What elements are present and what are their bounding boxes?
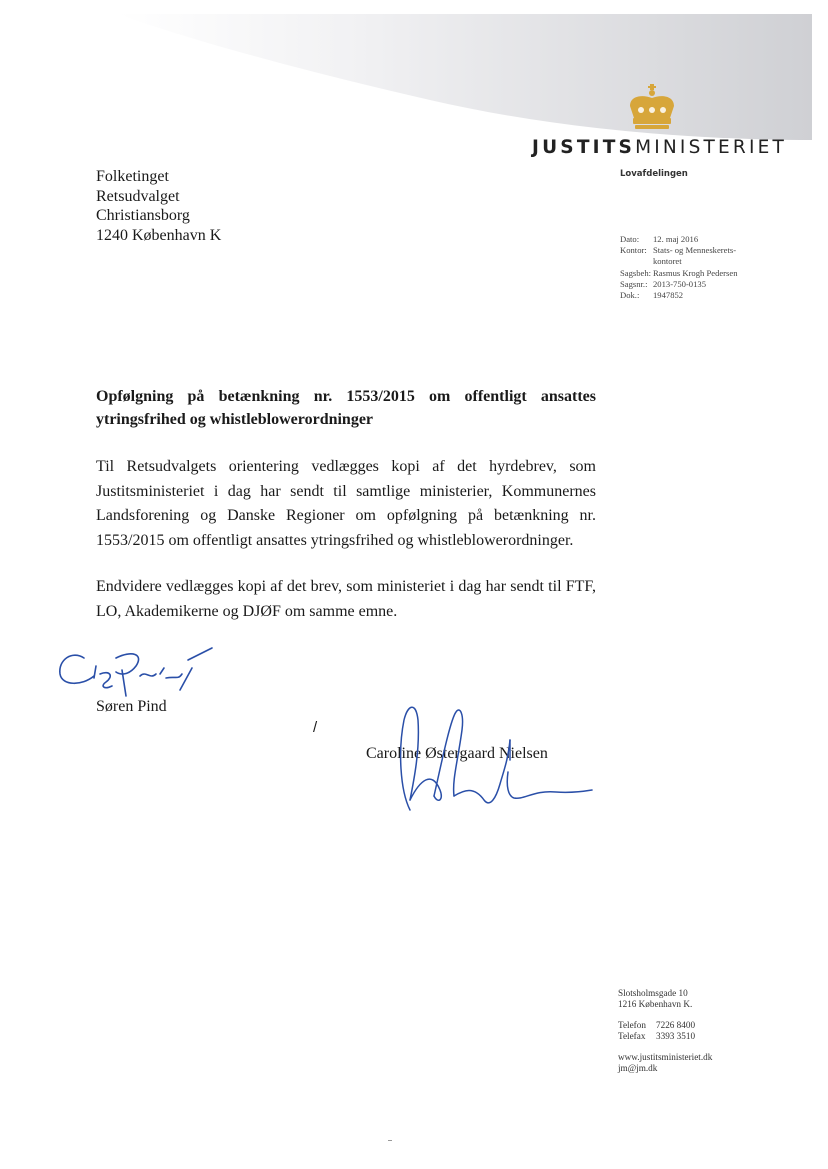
letter-paragraph: Endvidere vedlægges kopi af det brev, som ministeriet i dag har sendt til FTF, LO, Akademikerne og DJØF om samme emne. [96,578,596,620]
recipient-line: Folketinget [96,168,169,185]
footer-website: www.justitsministeriet.dk [618,1051,713,1062]
meta-label: Sagsbeh: [620,267,652,278]
meta-value: 1947852 [653,290,684,301]
case-metadata [620,234,788,301]
handwritten-signature-2 [380,700,600,825]
footer-value: 7226 8400 [656,1019,696,1030]
footer-address-line: 1216 København K. [618,999,693,1010]
meta-row-caseworker [620,268,788,279]
meta-row-case-number [620,279,788,290]
meta-value: Rasmus Krogh Pedersen [653,267,738,278]
meta-label: Dato: [620,234,640,244]
signer-name-2: Caroline Østergaard Nielsen [366,745,548,762]
footer-spacer [618,1043,712,1052]
recipient-line: Christiansborg [96,207,190,224]
meta-value: Stats- og Menneskerets-kontoret [653,245,737,267]
footer-value: 3393 3510 [656,1031,696,1042]
handwritten-signature-1 [52,640,217,700]
ministry-name [532,137,787,158]
signer-name-1: Søren Pind [96,698,167,715]
footer-fax [618,1031,712,1042]
footer-spacer [618,1011,712,1020]
footer-email: jm@jm.dk [618,1063,658,1074]
recipient-address [96,167,221,245]
crown-icon [624,84,680,132]
letter-subject: Opfølgning på betænkning nr. 1553/2015 om offentligt ansattes ytringsfrihed og whistleblowerordninger [96,388,596,428]
footer-label: Telefon [618,1019,646,1030]
recipient-line: Retsudvalget [96,187,180,205]
page-mark [388,1140,392,1141]
footer-phone [618,1020,712,1031]
letter-paragraph: Til Retsudvalgets orientering vedlægges kopi af det hyrdebrev, som Justitsministeriet i dag har sendt til samtlige ministerier, Kommunernes Landsforening og Danske Regioner om opfølgning på betænkning nr. 1553/2015 om offentligt ansattes ytringsfrihed og whistleblowerordninger. [96,458,596,549]
footer-address-line: Slotsholmsgade 10 [618,988,688,998]
ministry-name-bold: JUSTITS [532,137,636,158]
meta-label: Dok.: [620,290,640,301]
meta-row-document [620,290,788,301]
signature-separator: / [313,719,318,736]
meta-value: 12. maj 2016 [653,234,699,244]
recipient-line: 1240 København K [96,226,222,244]
meta-value: 2013-750-0135 [653,278,706,289]
department-name: Lovafdelingen [620,169,688,179]
ministry-name-light: MINISTERIET [635,137,788,158]
meta-row-date [620,234,788,245]
footer-label: Telefax [618,1031,646,1042]
meta-label: Sagsnr.: [620,278,648,289]
contact-footer [618,988,712,1074]
meta-label: Kontor: [620,245,647,256]
meta-row-office [620,245,788,267]
